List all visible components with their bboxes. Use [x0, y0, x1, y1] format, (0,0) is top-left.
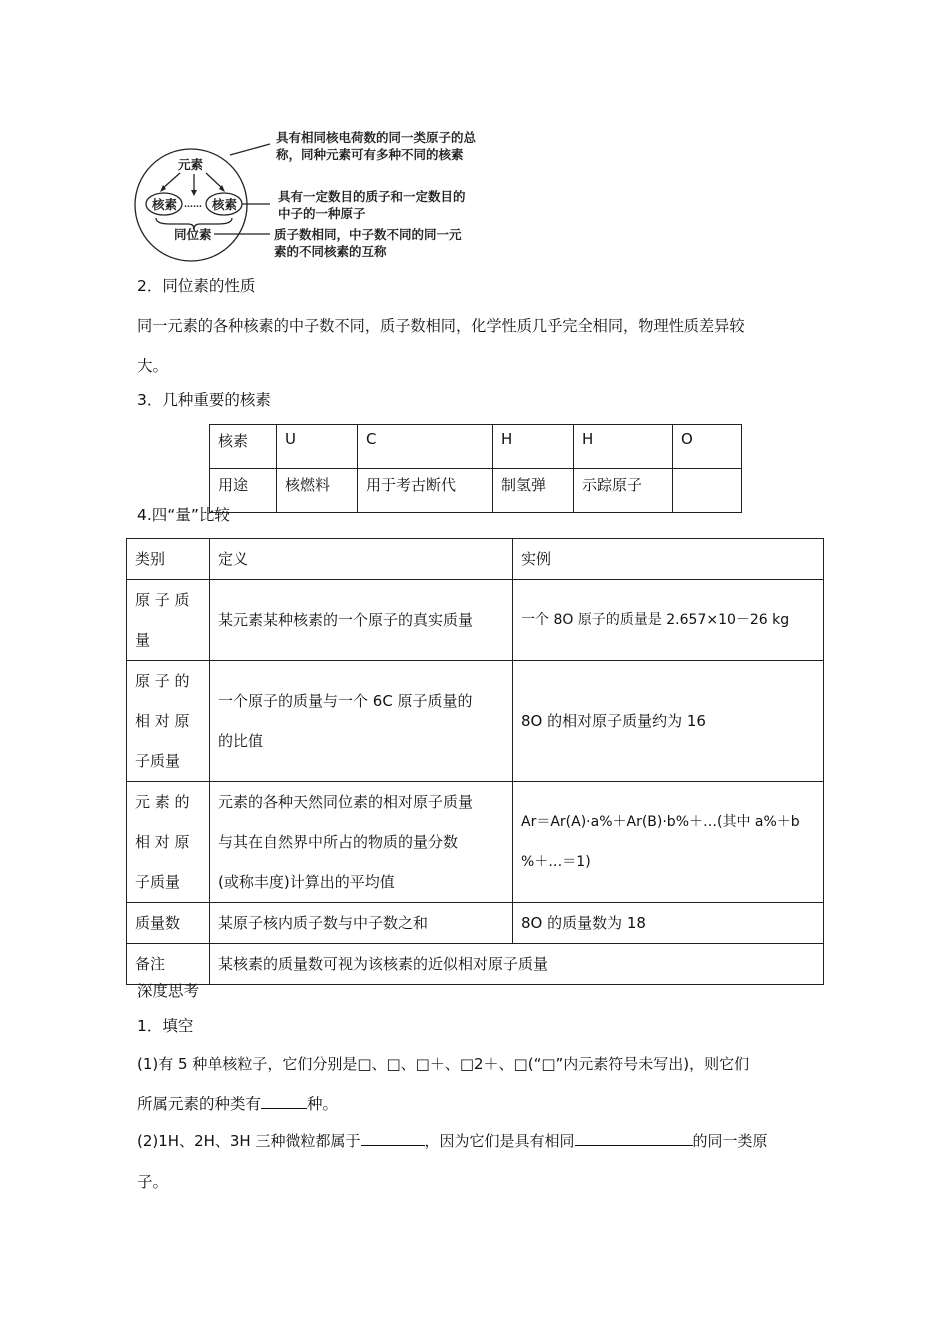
section4-heading: 4.四“量”比较 [137, 506, 230, 524]
table-row [127, 661, 824, 782]
question1-heading: 1．填空 [137, 1017, 194, 1035]
table-cell: 质量数 [127, 903, 210, 944]
cell-line: (或称丰度)计算出的平均值 [218, 873, 395, 891]
cell-line: 相 对 原 [135, 833, 190, 851]
table-cell: 用途 [210, 469, 277, 513]
cell-line: 与其在自然界中所占的物质的量分数 [218, 833, 459, 851]
answer-blank[interactable] [575, 1131, 693, 1146]
table-cell: H [493, 425, 574, 469]
cell-line: 量 [135, 631, 151, 649]
section3-heading: 3．几种重要的核素 [137, 391, 271, 409]
table-cell: 某原子核内质子数与中子数之和 [210, 903, 513, 944]
tongweisu-label: 同位素 [174, 227, 212, 242]
cell-line: 子质量 [135, 752, 181, 770]
text: 所属元素的种类有 [137, 1095, 262, 1113]
section2-line1: 同一元素的各种核素的中子数不同，质子数相同，化学性质几乎完全相同，物理性质差异较 [137, 317, 745, 335]
table-cell [673, 469, 742, 513]
text: ，因为它们是具有相同 [424, 1132, 575, 1150]
table-header: 实例 [513, 539, 824, 580]
cell-line: 一个原子的质量与一个 6C 原子质量的 [218, 692, 473, 710]
cell-line: %＋…＝1) [521, 854, 591, 870]
text: 种。 [307, 1095, 339, 1113]
cell-line: 的比值 [218, 732, 264, 750]
note-isotope-line1: 质子数相同，中子数不同的同一元 [274, 227, 462, 242]
note-isotope-line2: 素的不同核素的互称 [274, 244, 387, 259]
table-header: 类别 [127, 539, 210, 580]
thinking-heading: 深度思考 [137, 982, 200, 1000]
cell-line: 原 子 质 [135, 591, 190, 609]
table-cell: 核素 [210, 425, 277, 469]
question1-part1-line2 [137, 1094, 338, 1114]
cell-line: 相 对 原 [135, 712, 190, 730]
yuansu-label: 元素 [178, 157, 204, 172]
table-cell [210, 661, 513, 782]
cell-line: Ar＝Ar(A)·a%＋Ar(B)·b%＋…(其中 a%＋b [521, 814, 800, 830]
hesu-right-label: 核素 [212, 197, 238, 212]
table-cell: U [277, 425, 358, 469]
nuclide-table [209, 424, 742, 513]
note-nuclide-line2: 中子的一种原子 [278, 206, 366, 221]
table-cell: 核燃料 [277, 469, 358, 513]
table-row [127, 782, 824, 903]
answer-blank[interactable] [261, 1094, 307, 1109]
element-nuclide-isotope-diagram [130, 122, 510, 267]
section2-line2: 大。 [137, 357, 169, 375]
table-cell: O [673, 425, 742, 469]
table-cell [210, 782, 513, 903]
question1-part2-line2: 子。 [137, 1173, 169, 1191]
table-row [127, 944, 824, 985]
answer-blank[interactable] [361, 1131, 425, 1146]
cell-line: 元素的各种天然同位素的相对原子质量 [218, 793, 474, 811]
cell-line: 子质量 [135, 873, 181, 891]
table-cell: 备注 [127, 944, 210, 985]
note-nuclide-line1: 具有一定数目的质子和一定数目的 [278, 189, 466, 204]
table-cell: 一个 8O 原子的质量是 2.657×10－26 kg [513, 580, 824, 661]
table-row [210, 469, 742, 513]
table-cell: 制氢弹 [493, 469, 574, 513]
table-cell: 某核素的质量数可视为该核素的近似相对原子质量 [210, 944, 824, 985]
table-cell: 用于考古断代 [358, 469, 493, 513]
dots: …… [184, 200, 202, 210]
cell-line: 原 子 的 [135, 672, 190, 690]
table-row [210, 425, 742, 469]
table-cell: 某元素某种核素的一个原子的真实质量 [210, 580, 513, 661]
table-cell: 8O 的相对原子质量约为 16 [513, 661, 824, 782]
table-header: 定义 [210, 539, 513, 580]
table-row [127, 539, 824, 580]
table-row [127, 903, 824, 944]
hesu-left-label: 核素 [152, 197, 178, 212]
note-element-line1: 具有相同核电荷数的同一类原子的总 [276, 130, 477, 145]
question1-part2-line1 [137, 1131, 768, 1151]
table-cell [127, 580, 210, 661]
text: 的同一类原 [692, 1132, 768, 1150]
table-cell [127, 661, 210, 782]
quantity-comparison-table [126, 538, 824, 985]
table-cell: 8O 的质量数为 18 [513, 903, 824, 944]
table-cell: 示踪原子 [574, 469, 673, 513]
table-cell: C [358, 425, 493, 469]
text: (2)1H、2H、3H 三种微粒都属于 [137, 1132, 361, 1150]
section2-heading: 2．同位素的性质 [137, 277, 256, 295]
note-element-line2: 称，同种元素可有多种不同的核素 [276, 147, 464, 162]
table-cell: H [574, 425, 673, 469]
cell-line: 元 素 的 [135, 793, 190, 811]
table-cell [513, 782, 824, 903]
question1-part1-line1: (1)有 5 种单核粒子，它们分别是□、□、□＋、□2＋、□(“□”内元素符号未写出)，则它们 [137, 1055, 750, 1073]
table-row [127, 580, 824, 661]
table-cell [127, 782, 210, 903]
